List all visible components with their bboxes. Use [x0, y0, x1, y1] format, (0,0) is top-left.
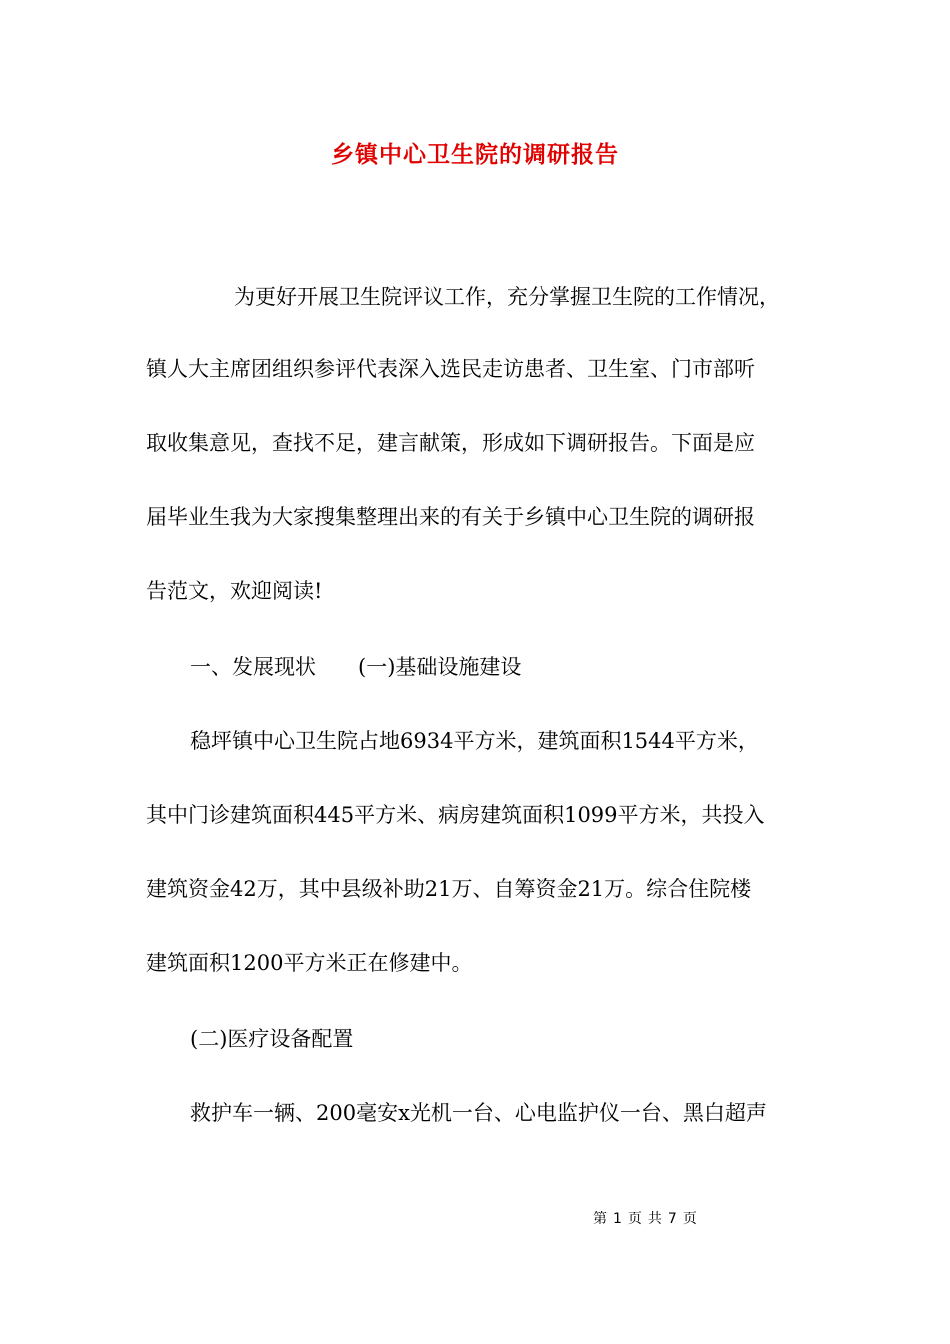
footer-total-pages: 7: [667, 1211, 677, 1227]
footer-suffix: 页: [682, 1211, 697, 1227]
footer-prefix: 第: [593, 1211, 607, 1227]
paragraph-line: 为更好开展卫生院评议工作，充分掌握卫生院的工作情况，: [234, 285, 780, 309]
paragraph-line: 届毕业生我为大家搜集整理出来的有关于乡镇中心卫生院的调研报: [146, 505, 755, 529]
footer-page-label: 页: [627, 1211, 642, 1227]
document-title: 乡镇中心卫生院的调研报告: [331, 141, 619, 168]
footer-total-label: 共: [647, 1211, 662, 1227]
section-heading: (二)医疗设备配置: [190, 1027, 354, 1051]
paragraph-line: 稳坪镇中心卫生院占地6934平方米，建筑面积1544平方米，: [190, 729, 759, 753]
paragraph-line: 告范文，欢迎阅读!: [146, 579, 323, 603]
page-footer: [590, 1208, 700, 1228]
paragraph-line: 镇人大主席团组织参评代表深入选民走访患者、卫生室、门市部听: [146, 357, 755, 381]
paragraph-line: 建筑资金42万，其中县级补助21万、自筹资金21万。综合住院楼: [146, 877, 752, 901]
section-heading: 一、发展现状 (一)基础设施建设: [190, 655, 522, 679]
paragraph-line: 救护车一辆、200毫安x光机一台、心电监护仪一台、黑白超声: [190, 1101, 767, 1125]
paragraph-line: 建筑面积1200平方米正在修建中。: [146, 951, 473, 975]
paragraph-line: 其中门诊建筑面积445平方米、病房建筑面积1099平方米，共投入: [146, 803, 765, 827]
footer-page-number: 1: [613, 1211, 622, 1227]
paragraph-line: 取收集意见，查找不足，建言献策，形成如下调研报告。下面是应: [146, 431, 755, 455]
